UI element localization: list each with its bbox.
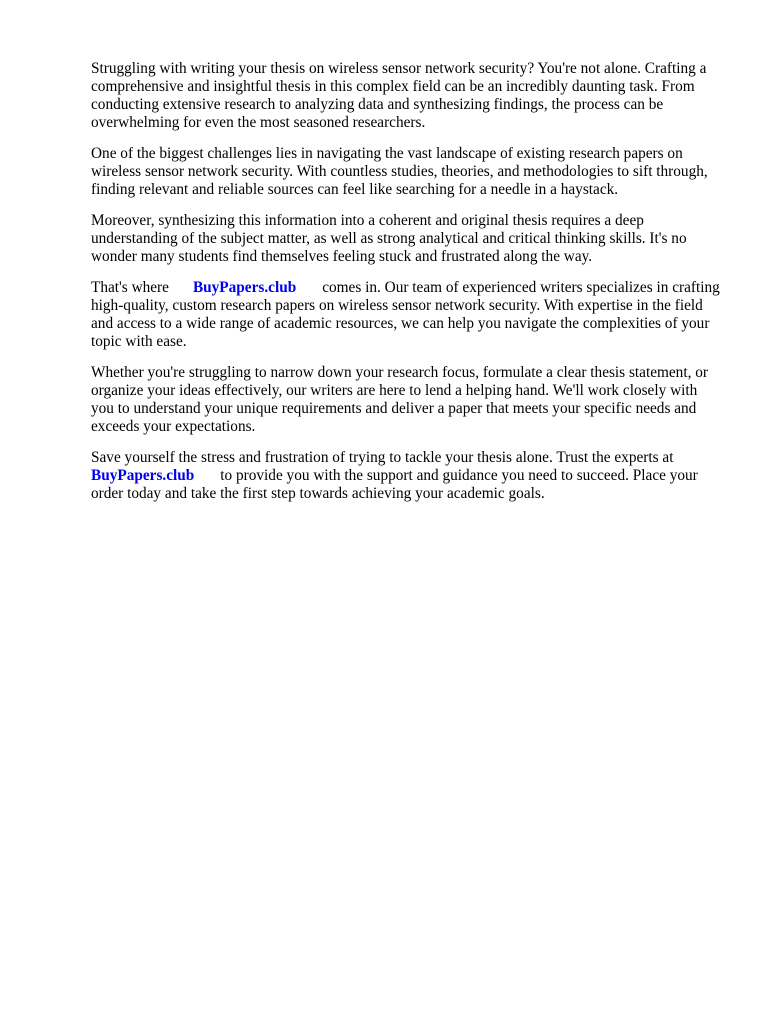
paragraph-closing [91,449,721,503]
document-body [91,60,721,516]
paragraph-service-lead: That's where [91,279,169,296]
paragraph-closing-rest: to provide you with the support and guidance you need to succeed. Place your order today and take the first step towards achieving your academic goals. [91,467,698,502]
paragraph-challenges: One of the biggest challenges lies in navigating the vast landscape of existing research papers on wireless sensor network security. With countless studies, theories, and methodologies to sift through, finding relevant and reliable sources can feel like searching for a needle in a haystack. [91,145,708,198]
paragraph-service-rest: comes in. Our team of experienced writers specializes in crafting high-quality, custom research papers on wireless sensor network security. With expertise in the field and access to a wide range of academic resources, we can help you navigate the complexities of your topic with ease. [91,279,720,350]
paragraph-intro: Struggling with writing your thesis on wireless sensor network security? You're not alone. Crafting a comprehensive and insightful thesis in this complex field can be an incredibly daunting task. From conducting extensive research to analyzing data and synthesizing findings, the process can be overwhelming for even the most seasoned researchers. [91,60,707,131]
paragraph-closing-lead: Save yourself the stress and frustration of trying to tackle your thesis alone. Trust the experts at [91,449,674,466]
paragraph-writers: Whether you're struggling to narrow down your research focus, formulate a clear thesis statement, or organize your ideas effectively, our writers are here to lend a helping hand. We'll work closely with you to understand your unique requirements and deliver a paper that meets your specific needs and exceeds your expectations. [91,364,708,435]
paragraph-synthesis: Moreover, synthesizing this information into a coherent and original thesis requires a deep understanding of the subject matter, as well as strong analytical and critical thinking skills. It's no wonder many students find themselves feeling stuck and frustrated along the way. [91,212,687,265]
buypapers-link[interactable]: BuyPapers.club [192,279,297,296]
buypapers-link-closing[interactable]: BuyPapers.club [91,467,195,484]
paragraph-service [91,279,721,351]
